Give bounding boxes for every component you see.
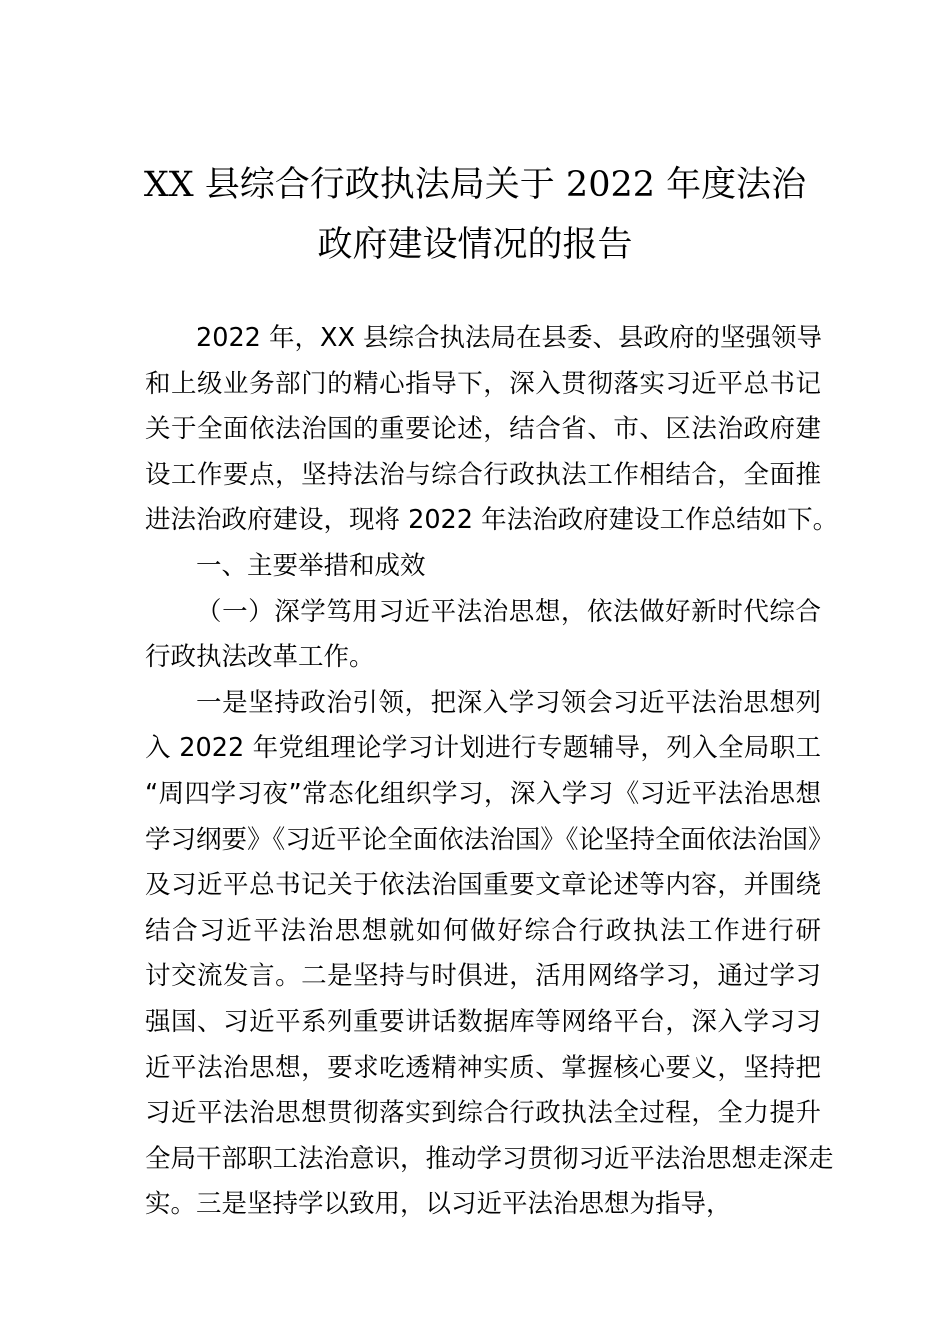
document-title-line-1: XX 县综合行政执法局关于 2022 年度法治 [143, 165, 807, 205]
document-title-line-2: 政府建设情况的报告 [317, 225, 633, 265]
body-line: 学习纲要》《习近平论全面依法治国》《论坚持全面依法治国》 [145, 824, 834, 855]
body-line: 讨交流发言。二是坚持与时俱进，活用网络学习，通过学习 [145, 961, 821, 992]
body-line: 及习近平总书记关于依法治国重要文章论述等内容，并围绕 [145, 870, 821, 901]
body-line: 全局干部职工法治意识，推动学习贯彻习近平法治思想走深走 [145, 1143, 834, 1174]
document-body [145, 316, 839, 1228]
body-line: （一）深学笃用习近平法治思想，依法做好新时代综合 [196, 596, 821, 627]
body-line: 一是坚持政治引领，把深入学习领会习近平法治思想列 [196, 687, 821, 718]
body-line: 实。三是坚持学以致用，以习近平法治思想为指导， [145, 1189, 732, 1220]
body-line: “周四学习夜”常态化组织学习，深入学习《习近平法治思想 [145, 778, 821, 809]
body-line: 入 2022 年党组理论学习计划进行专题辅导，列入全局职工 [145, 733, 821, 764]
body-line: 2022 年，XX 县综合执法局在县委、县政府的坚强领导 [196, 323, 823, 353]
body-line: 习近平法治思想贯彻落实到综合行政执法全过程，全力提升 [145, 1098, 821, 1129]
body-line: 设工作要点，坚持法治与综合行政执法工作相结合，全面推 [145, 459, 821, 490]
body-line: 强国、习近平系列重要讲话数据库等网络平台，深入学习习 [145, 1006, 821, 1037]
body-line: 进法治政府建设，现将 2022 年法治政府建设工作总结如下。 [145, 505, 839, 536]
body-line: 关于全面依法治国的重要论述，结合省、市、区法治政府建 [145, 414, 821, 445]
body-line: 结合习近平法治思想就如何做好综合行政执法工作进行研 [145, 915, 821, 946]
body-line: 行政执法改革工作。 [145, 642, 375, 673]
body-line: 近平法治思想，要求吃透精神实质、掌握核心要义，坚持把 [145, 1052, 821, 1083]
body-line: 和上级业务部门的精心指导下，深入贯彻落实习近平总书记 [145, 368, 821, 399]
body-line: 一、主要举措和成效 [196, 550, 426, 581]
